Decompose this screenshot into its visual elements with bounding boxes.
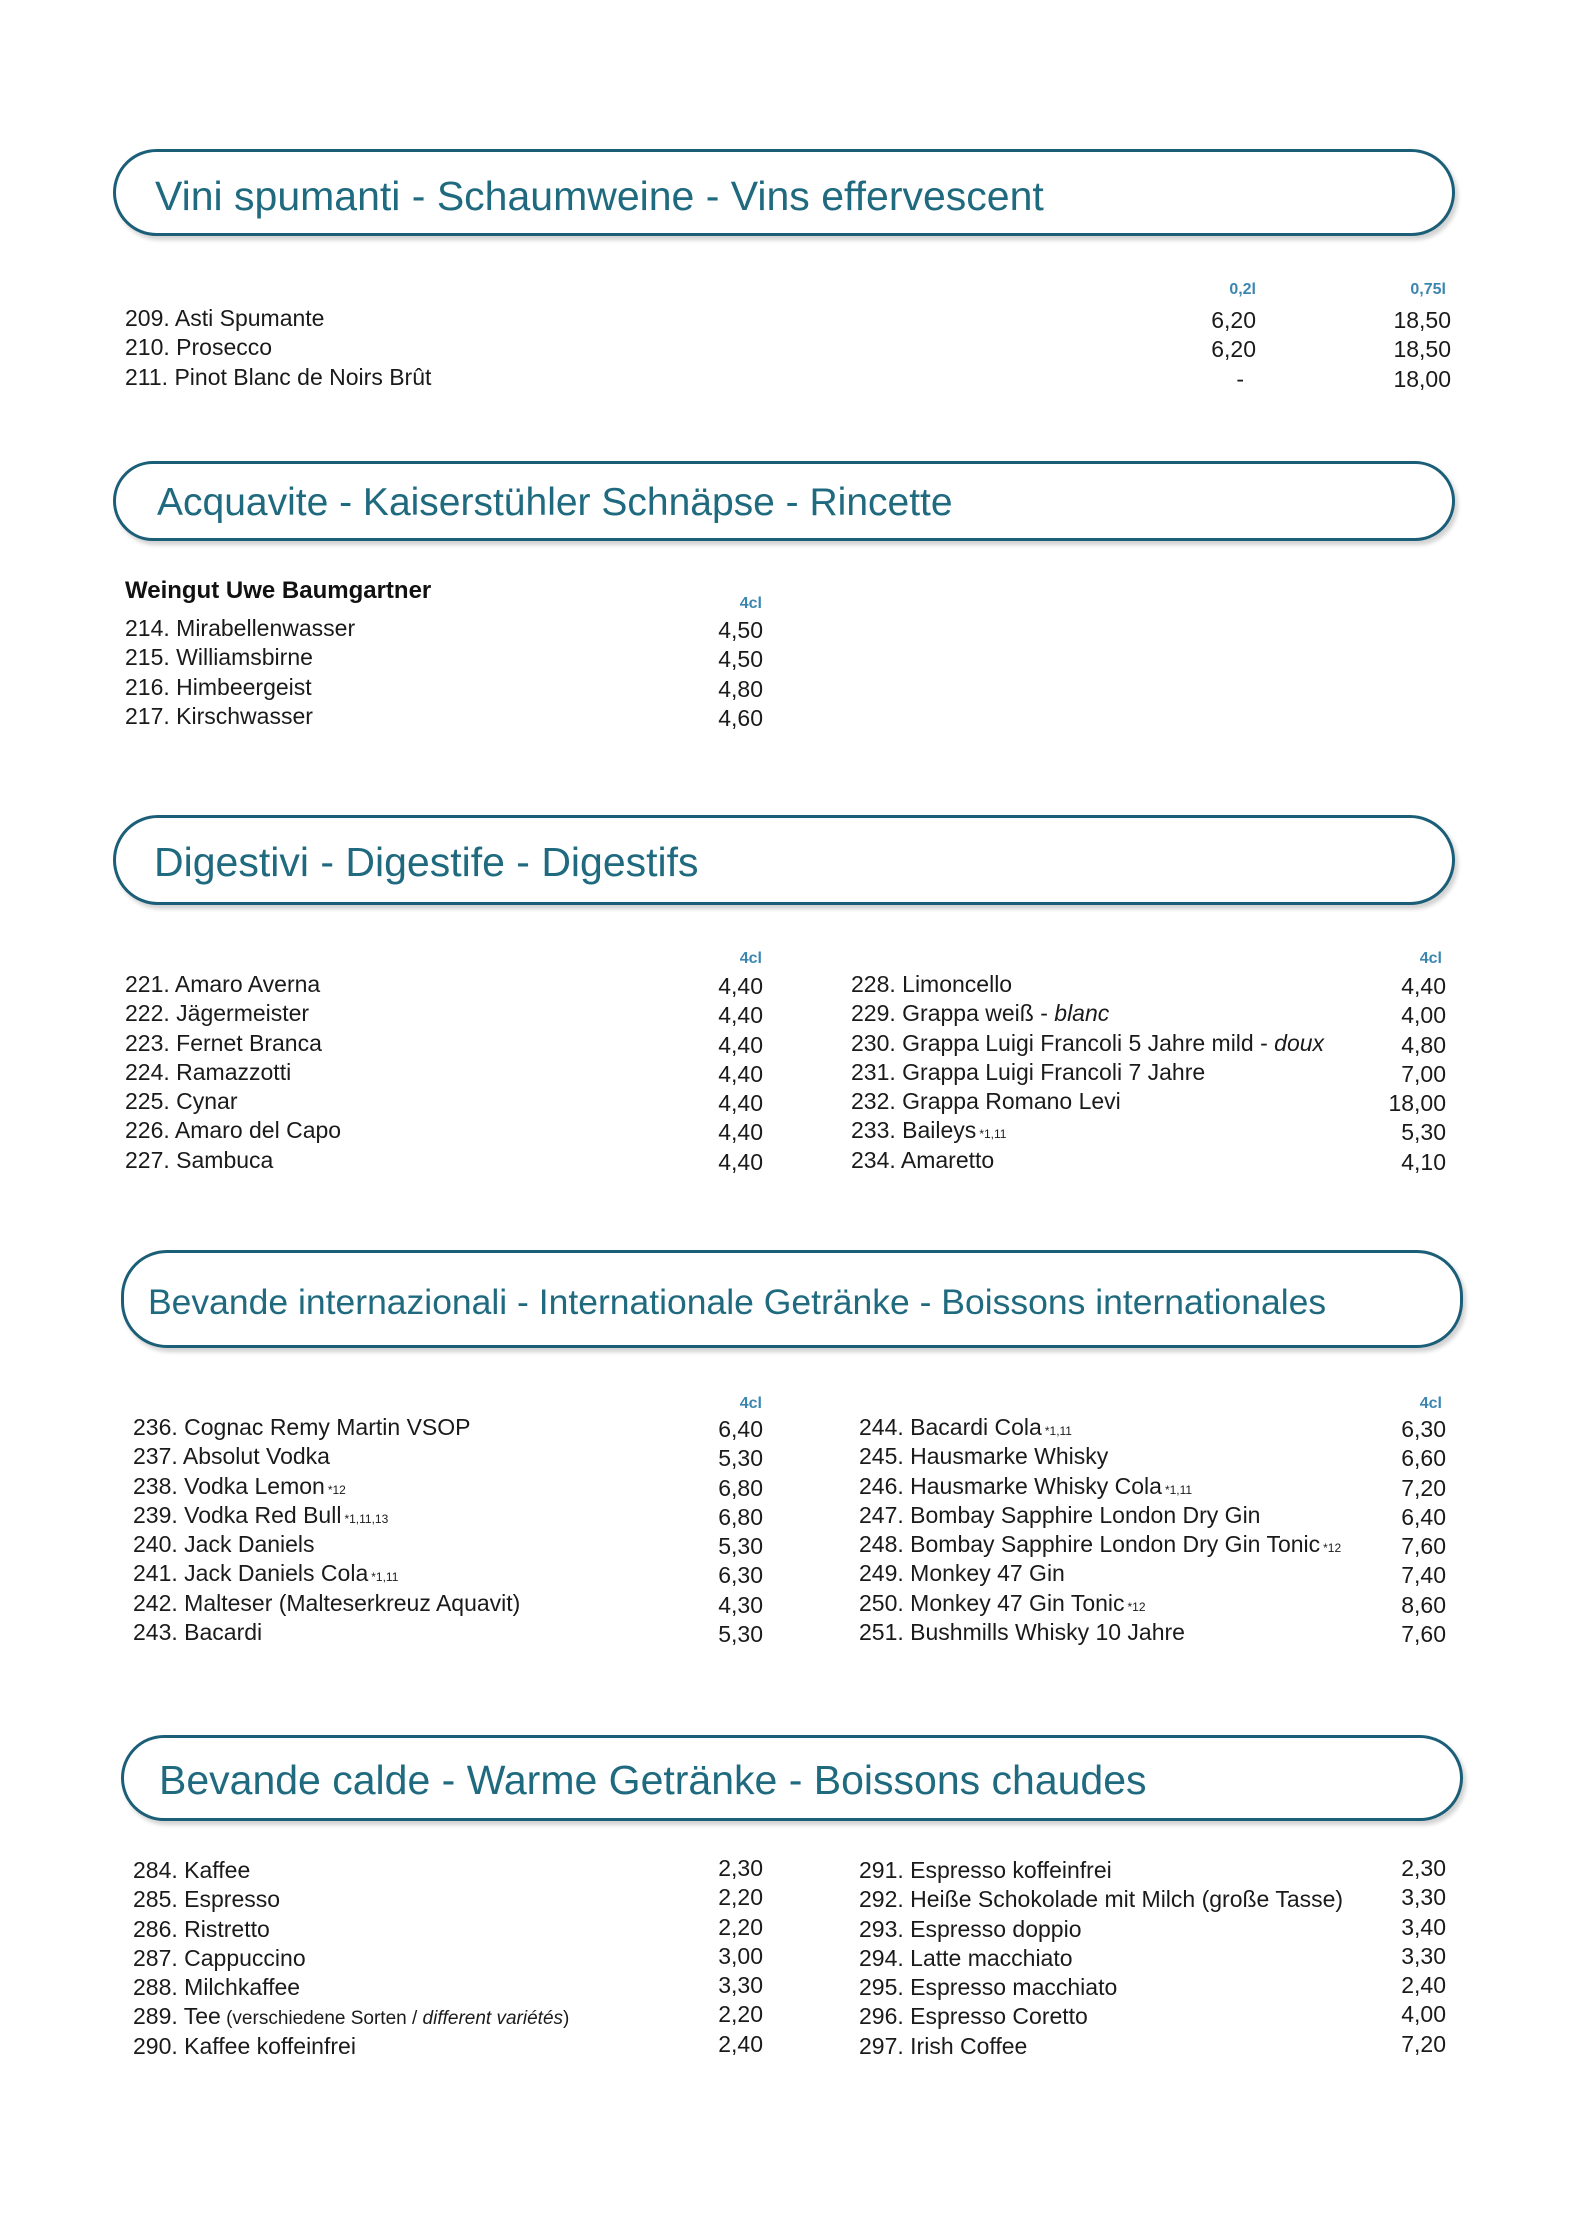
- list-item: [851, 1116, 1446, 1145]
- list-item: [859, 1530, 1446, 1559]
- list-item: [851, 999, 1446, 1028]
- list-item: [133, 1559, 765, 1588]
- list-item: [859, 1559, 1446, 1588]
- item-price: 6,40: [1401, 1503, 1446, 1530]
- list-digestivi-left: [125, 970, 765, 1175]
- allergen-note: *12: [1127, 1599, 1146, 1614]
- item-name: 226. Amaro del Capo: [125, 1117, 342, 1144]
- list-item: [133, 1944, 765, 1973]
- item-price: 6,30: [1401, 1416, 1446, 1442]
- item-name-text: 289. Tee: [133, 2003, 221, 2030]
- list-item: [859, 2032, 1446, 2061]
- producer-subtitle: Weingut Uwe Baumgartner: [125, 577, 432, 604]
- allergen-note: *1,11: [371, 1570, 399, 1585]
- item-name: 294. Latte macchiato: [859, 1944, 1073, 1971]
- list-item: [125, 702, 765, 731]
- list-item: [125, 1116, 765, 1145]
- item-price: 4,00: [1401, 1002, 1446, 1029]
- list-item: [859, 1915, 1446, 1944]
- item-price: 6,80: [718, 1474, 763, 1501]
- list-item: [851, 970, 1446, 999]
- item-name-text: 248. Bombay Sapphire London Dry Gin Tonic: [859, 1531, 1321, 1558]
- allergen-note: *12: [1323, 1541, 1342, 1556]
- section-title-acquavite: Acquavite - Kaiserstühler Schnäpse - Rincette: [157, 481, 953, 524]
- item-name: [859, 1589, 1146, 1622]
- item-price-small: 6,20: [1211, 307, 1256, 333]
- list-item: [125, 333, 1451, 362]
- item-name: 249. Monkey 47 Gin: [859, 1560, 1065, 1587]
- item-price: 2,20: [718, 1913, 763, 1940]
- item-name: 215. Williamsbirne: [125, 644, 313, 671]
- list-acquavite: [125, 614, 765, 731]
- item-name: 292. Heiße Schokolade mit Milch (große Tasse): [859, 1886, 1344, 1913]
- item-name: 227. Sambuca: [125, 1146, 274, 1173]
- item-name: 293. Espresso doppio: [859, 1915, 1082, 1942]
- item-price: 3,00: [718, 1942, 763, 1969]
- list-internazionali-right: [859, 1413, 1446, 1647]
- item-name: 217. Kirschwasser: [125, 702, 313, 729]
- item-name: [859, 1472, 1192, 1505]
- item-name: 286. Ristretto: [133, 1915, 270, 1942]
- item-name-text: 230. Grappa Luigi Francoli 5 Jahre mild: [851, 1029, 1254, 1056]
- item-name-text: 241. Jack Daniels Cola: [133, 1560, 369, 1587]
- list-spumanti: [125, 304, 1451, 392]
- item-name: 297. Irish Coffee: [859, 2032, 1028, 2059]
- item-price: 4,40: [718, 1002, 763, 1029]
- item-price: 2,20: [718, 1884, 763, 1911]
- list-digestivi-right: [851, 970, 1446, 1175]
- item-name: 231. Grappa Luigi Francoli 7 Jahre: [851, 1058, 1206, 1085]
- list-item: [133, 1856, 765, 1885]
- item-name: 234. Amaretto: [851, 1146, 995, 1173]
- item-name-separator: -: [1033, 1000, 1055, 1027]
- item-name: [851, 1029, 1324, 1058]
- item-name: 225. Cynar: [125, 1088, 238, 1115]
- section-banner-acquavite: [113, 461, 1455, 541]
- item-price: 7,20: [1401, 1474, 1446, 1501]
- item-price: 5,30: [718, 1445, 763, 1472]
- list-item: [125, 970, 765, 999]
- item-name: [851, 999, 1109, 1028]
- item-name: [859, 1413, 1072, 1446]
- col-label-0-2l: 0,2l: [1229, 281, 1256, 298]
- item-price: 4,40: [718, 1090, 763, 1117]
- list-item: [859, 1589, 1446, 1618]
- list-item: [125, 304, 1451, 333]
- item-name: 245. Hausmarke Whisky: [859, 1443, 1109, 1470]
- item-price: 4,60: [718, 704, 763, 731]
- item-price-small: -: [1236, 365, 1244, 392]
- item-name: [133, 1501, 388, 1534]
- section-title-internazionali: Bevande internazionali - Internationale Getränke - Boissons internationales: [148, 1282, 1327, 1322]
- item-price: 18,00: [1388, 1090, 1446, 1117]
- item-name: 287. Cappuccino: [133, 1944, 306, 1971]
- col-label-4cl: 4cl: [739, 595, 762, 612]
- item-name-text: 238. Vodka Lemon: [133, 1472, 325, 1499]
- list-item: [133, 1915, 765, 1944]
- item-name: 211. Pinot Blanc de Noirs Brût: [125, 363, 432, 390]
- item-name: 232. Grappa Romano Levi: [851, 1088, 1121, 1115]
- list-item: [125, 1029, 765, 1058]
- list-item: [859, 1442, 1446, 1471]
- list-item: [133, 1589, 765, 1618]
- item-price: 2,30: [718, 1855, 763, 1881]
- list-item: [859, 1413, 1446, 1442]
- list-item: [133, 1530, 765, 1559]
- item-price: 6,80: [718, 1503, 763, 1530]
- list-item: [859, 1501, 1446, 1530]
- list-item: [125, 673, 765, 702]
- item-name: 251. Bushmills Whisky 10 Jahre: [859, 1619, 1185, 1646]
- allergen-note: *1,11: [979, 1127, 1007, 1142]
- list-calde-left: [133, 1856, 765, 2061]
- item-name: 242. Malteser (Malteserkreuz Aquavit): [133, 1589, 521, 1616]
- list-item: [125, 1058, 765, 1087]
- item-price: 2,40: [1401, 1972, 1446, 1999]
- section-title-spumanti: Vini spumanti - Schaumweine - Vins effervescent: [155, 173, 1044, 219]
- item-name: 295. Espresso macchiato: [859, 1974, 1118, 2001]
- item-note: (verschiedene Sorten /: [220, 2008, 423, 2030]
- list-item: [133, 1885, 765, 1914]
- item-price-bottle: 18,50: [1393, 307, 1451, 333]
- section-title-calde: Bevande calde - Warme Getränke - Boissons chaudes: [159, 1757, 1147, 1803]
- item-name: 216. Himbeergeist: [125, 673, 312, 700]
- item-price: 8,60: [1401, 1591, 1446, 1618]
- item-name: [859, 1530, 1341, 1563]
- item-price: 5,30: [718, 1621, 763, 1648]
- item-name-separator: -: [1253, 1029, 1275, 1056]
- item-price: 7,60: [1401, 1533, 1446, 1560]
- item-name: 288. Milchkaffee: [133, 1974, 301, 2001]
- item-name: 237. Absolut Vodka: [133, 1443, 330, 1470]
- item-name: 228. Limoncello: [851, 971, 1013, 997]
- item-price-bottle: 18,50: [1393, 336, 1451, 363]
- item-price: 5,30: [718, 1533, 763, 1560]
- list-item: [133, 1973, 765, 2002]
- list-item: [859, 1472, 1446, 1501]
- item-price: 4,10: [1401, 1148, 1446, 1175]
- item-name: 290. Kaffee koffeinfrei: [133, 2032, 356, 2059]
- item-price: 7,60: [1401, 1621, 1446, 1648]
- item-price: 6,30: [718, 1562, 763, 1589]
- item-note-close: ): [563, 2008, 570, 2030]
- list-item: [125, 614, 765, 643]
- allergen-note: *12: [327, 1482, 346, 1497]
- item-price: 4,80: [1401, 1031, 1446, 1058]
- section-banner-internazionali: [121, 1250, 1463, 1348]
- item-price: 3,30: [718, 1972, 763, 1999]
- list-item: [859, 1885, 1446, 1914]
- item-price: 4,30: [718, 1591, 763, 1618]
- col-label-0-75l: 0,75l: [1410, 281, 1446, 298]
- item-price: 6,60: [1401, 1445, 1446, 1472]
- item-name: 209. Asti Spumante: [125, 305, 325, 331]
- item-name: 285. Espresso: [133, 1886, 281, 1913]
- col-label-4cl-left: 4cl: [739, 1395, 762, 1412]
- item-name-text: 239. Vodka Red Bull: [133, 1501, 342, 1528]
- item-price: 2,30: [1401, 1855, 1446, 1881]
- item-name: 243. Bacardi: [133, 1619, 263, 1646]
- item-price: 3,30: [1401, 1884, 1446, 1911]
- list-item: [859, 1944, 1446, 1973]
- item-price: 2,40: [718, 2030, 763, 2057]
- item-name: 284. Kaffee: [133, 1857, 251, 1883]
- list-internazionali-left: [133, 1413, 765, 1647]
- list-item: [133, 1618, 765, 1647]
- item-name: 223. Fernet Branca: [125, 1029, 322, 1056]
- list-item: [851, 1146, 1446, 1175]
- list-item: [851, 1087, 1446, 1116]
- item-price: 4,40: [718, 1148, 763, 1175]
- item-price-small: 6,20: [1211, 336, 1256, 363]
- list-item: [133, 1442, 765, 1471]
- item-price: 4,40: [718, 1031, 763, 1058]
- col-label-4cl-right: 4cl: [1419, 1395, 1442, 1412]
- item-name: 247. Bombay Sapphire London Dry Gin: [859, 1501, 1261, 1528]
- item-price: 7,00: [1401, 1060, 1446, 1087]
- list-item: [125, 643, 765, 672]
- item-price: 2,20: [718, 2001, 763, 2028]
- list-item: [859, 1856, 1446, 1885]
- item-name-text: 250. Monkey 47 Gin Tonic: [859, 1589, 1125, 1616]
- list-item: [859, 1973, 1446, 2002]
- list-item: [133, 1413, 765, 1442]
- list-item: [133, 1472, 765, 1501]
- item-name: 214. Mirabellenwasser: [125, 615, 356, 641]
- section-title-digestivi: Digestivi - Digestife - Digestifs: [154, 839, 699, 885]
- item-price: 7,20: [1401, 2030, 1446, 2057]
- list-item: [859, 2002, 1446, 2031]
- allergen-note: *1,11: [1044, 1424, 1072, 1438]
- item-name: 210. Prosecco: [125, 334, 273, 361]
- item-price: 4,40: [718, 1060, 763, 1087]
- item-name: [133, 1472, 346, 1505]
- item-name: 222. Jägermeister: [125, 1000, 310, 1027]
- item-price: 7,40: [1401, 1562, 1446, 1589]
- list-item: [133, 2002, 765, 2031]
- item-name-text: 233. Baileys: [851, 1117, 977, 1144]
- section-banner-calde: [121, 1735, 1463, 1821]
- item-name: 236. Cognac Remy Martin VSOP: [133, 1414, 471, 1440]
- list-item: [133, 2032, 765, 2061]
- item-price: 4,40: [718, 973, 763, 999]
- list-item: [125, 1146, 765, 1175]
- item-price: 6,40: [718, 1416, 763, 1442]
- item-name: [133, 1559, 398, 1592]
- list-item: [133, 1501, 765, 1530]
- item-price: 4,80: [718, 675, 763, 702]
- item-name-french: doux: [1274, 1029, 1325, 1056]
- allergen-note: *1,11: [1164, 1482, 1193, 1497]
- list-item: [125, 999, 765, 1028]
- item-price: 3,40: [1401, 1913, 1446, 1940]
- item-name-french: blanc: [1054, 1000, 1110, 1027]
- section-banner-digestivi: [113, 815, 1455, 905]
- item-price: 4,40: [1401, 973, 1446, 999]
- item-name: [851, 1116, 1006, 1149]
- col-label-4cl-left: 4cl: [739, 950, 762, 967]
- list-calde-right: [859, 1856, 1446, 2061]
- item-name: 224. Ramazzotti: [125, 1058, 292, 1085]
- col-label-4cl-right: 4cl: [1419, 950, 1442, 967]
- item-note-french: different variétés: [422, 2008, 564, 2030]
- item-price: 4,50: [718, 646, 763, 673]
- item-price: 5,30: [1401, 1119, 1446, 1146]
- list-item: [125, 1087, 765, 1116]
- item-name: 291. Espresso koffeinfrei: [859, 1857, 1112, 1883]
- list-item: [125, 363, 1451, 392]
- item-name-text: 244. Bacardi Cola: [859, 1414, 1042, 1440]
- item-name: 221. Amaro Averna: [125, 971, 321, 997]
- item-price: 4,50: [718, 617, 763, 643]
- list-item: [851, 1029, 1446, 1058]
- item-name-text: 246. Hausmarke Whisky Cola: [859, 1472, 1162, 1499]
- item-price-bottle: 18,00: [1393, 365, 1451, 392]
- list-item: [851, 1058, 1446, 1087]
- item-price: 4,40: [718, 1119, 763, 1146]
- list-item: [859, 1618, 1446, 1647]
- item-name: 296. Espresso Coretto: [859, 2003, 1088, 2030]
- item-price: 4,00: [1401, 2001, 1446, 2028]
- item-name: 240. Jack Daniels: [133, 1531, 315, 1558]
- section-banner-spumanti: [113, 149, 1455, 236]
- allergen-note: *1,11,13: [344, 1511, 389, 1526]
- item-name-text: 229. Grappa weiß: [851, 1000, 1034, 1027]
- item-price: 3,30: [1401, 1942, 1446, 1969]
- item-name: [133, 2002, 569, 2033]
